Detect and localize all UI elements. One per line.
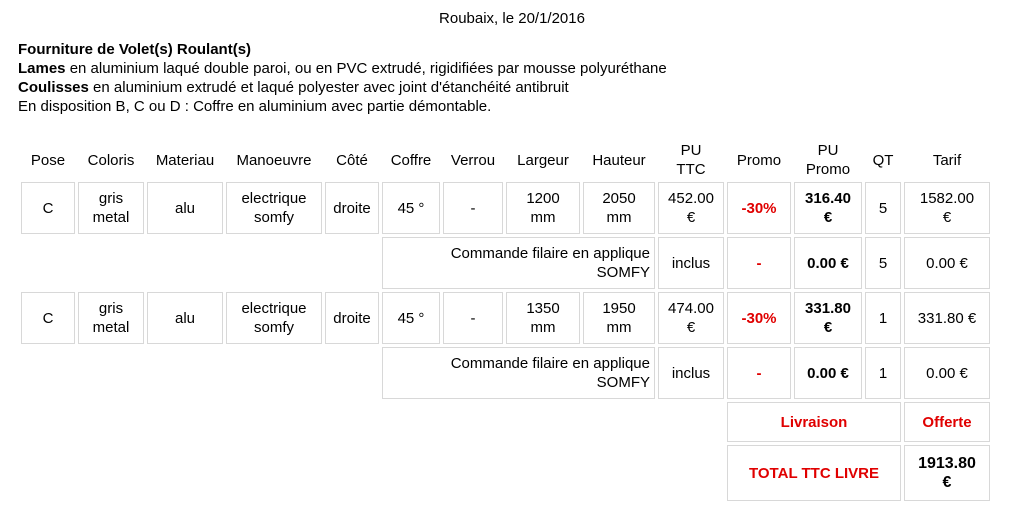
cell-coloris: gris metal [78,292,144,344]
col-header-materiau: Materiau [155,151,215,169]
col-header-manoeuvre: Manoeuvre [236,151,312,169]
cell-option-pu: inclus [658,237,724,289]
col-header-tarif: Tarif [932,151,962,169]
cell-largeur: 1350 mm [506,292,580,344]
cell-option-qt: 5 [865,237,901,289]
cell-coffre: 45 ° [382,182,440,234]
cell-verrou: - [443,182,503,234]
col-header-cote: Côté [336,151,368,169]
cell-option-tarif: 0.00 € [904,237,990,289]
col-header-hauteur: Hauteur [592,151,646,169]
cell-pu-promo: 316.40 € [794,182,862,234]
cell-option-label: Commande filaire en applique SOMFY [382,237,655,289]
col-header-coloris: Coloris [87,151,135,169]
total-label: TOTAL TTC LIVRE [727,445,901,501]
cell-pu-promo: 331.80 € [794,292,862,344]
cell-option-label: Commande filaire en applique SOMFY [382,347,655,399]
table-row-option [21,347,990,399]
cell-option-pu-promo: 0.00 € [794,237,862,289]
table-row [21,292,990,344]
product-description [18,40,667,116]
cell-cote: droite [325,292,379,344]
cell-qt: 1 [865,292,901,344]
cell-tarif: 1582.00 € [904,182,990,234]
cell-option-promo: - [727,237,791,289]
cell-pose: C [21,182,75,234]
livraison-label: Livraison [727,402,901,442]
table-header-row [21,141,990,179]
cell-verrou: - [443,292,503,344]
document-date: Roubaix, le 20/1/2016 [439,10,585,27]
cell-materiau: alu [147,292,223,344]
cell-option-promo: - [727,347,791,399]
cell-pu-ttc: 452.00 € [658,182,724,234]
quote-table [18,138,993,504]
total-value: 1913.80 € [904,445,990,501]
col-header-pose: Pose [30,151,66,169]
cell-coloris: gris metal [78,182,144,234]
total-row [21,445,990,501]
col-header-coffre: Coffre [390,151,432,169]
col-header-largeur: Largeur [517,151,569,169]
description-line-coulisses: Coulisses en aluminium extrudé et laqué polyester avec joint d'étanchéité antibruit [18,79,569,96]
cell-option-tarif: 0.00 € [904,347,990,399]
col-header-pu-promo: PU Promo [805,142,851,178]
cell-materiau: alu [147,182,223,234]
col-header-verrou: Verrou [450,151,496,169]
col-header-qt: QT [872,151,894,169]
cell-qt: 5 [865,182,901,234]
cell-promo: -30% [727,182,791,234]
cell-tarif: 331.80 € [904,292,990,344]
cell-option-qt: 1 [865,347,901,399]
cell-hauteur: 1950 mm [583,292,655,344]
cell-option-pu: inclus [658,347,724,399]
cell-pose: C [21,292,75,344]
cell-pu-ttc: 474.00 € [658,292,724,344]
cell-largeur: 1200 mm [506,182,580,234]
product-title: Fourniture de Volet(s) Roulant(s) [18,41,252,58]
cell-manoeuvre: electrique somfy [226,292,322,344]
cell-promo: -30% [727,292,791,344]
col-header-promo: Promo [736,151,782,169]
cell-manoeuvre: electrique somfy [226,182,322,234]
col-header-pu-ttc: PU TTC [676,142,706,178]
livraison-value: Offerte [904,402,990,442]
cell-option-pu-promo: 0.00 € [794,347,862,399]
table-row [21,182,990,234]
table-row-option [21,237,990,289]
cell-coffre: 45 ° [382,292,440,344]
cell-hauteur: 2050 mm [583,182,655,234]
cell-cote: droite [325,182,379,234]
livraison-row [21,402,990,442]
description-line-disposition: En disposition B, C ou D : Coffre en aluminium avec partie démontable. [18,98,492,115]
description-line-lames: Lames en aluminium laqué double paroi, ou en PVC extrudé, rigidifiées par mousse polyuréthane [18,60,667,77]
